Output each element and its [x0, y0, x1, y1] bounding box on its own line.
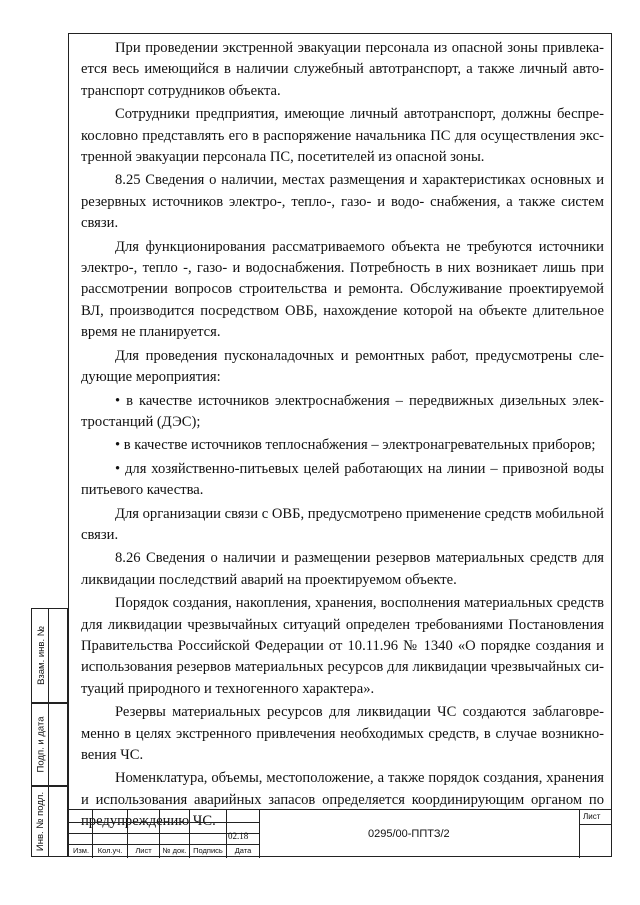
section-heading-8-26: 8.26 Сведения о наличии и размещении резервов материальных средств для ликвидации последствий аварий на проектируемом объекте.: [81, 550, 604, 588]
paragraph: Для организации связи с ОВБ, предусмотрено применение средств мобильной связи.: [81, 505, 604, 543]
stamp-header: Лист: [135, 846, 152, 855]
side-box-inv: [31, 786, 68, 857]
paragraph: Для проведения пусконаладочных и ремонтных работ, предусмотрены сле-дующие мероприятия:: [81, 347, 604, 386]
stamp-header: Изм.: [72, 846, 90, 855]
list-item: • в качестве источников теплоснабжения – электронагревательных приборов;: [115, 437, 596, 454]
paragraph: Резервы материальных ресурсов для ликвидации ЧС создаются заблаговре-менно в целях экстренного привлечения необходимых средств, в случае возникно-вения ЧС.: [81, 704, 604, 763]
side-box-vzam: [31, 608, 68, 703]
paragraph: Порядок создания, накопления, хранения, восполнения материальных средств для ликвидации чрезвычайных ситуаций определен требованиями Постановления Правительства Российской Федерации от 10.11.96 № 1340 «О порядке создания и использования резервов материальных ресурсов для ликвидации чрезвычайных си-туаций природного и техногенного характера».: [81, 595, 604, 697]
side-label-podp: Подп. и дата: [35, 716, 47, 773]
side-box-podp: [31, 703, 68, 786]
stamp-header: Дата: [234, 846, 252, 855]
document-body: [81, 38, 604, 835]
paragraph: Сотрудники предприятия, имеющие личный автотранспорт, должны беспре-кословно представлять его в распоряжение начальника ПС для осуществления экс-тренной эвакуации персонала ПС, посетителей из опасной зоны.: [81, 106, 604, 166]
paragraph: При проведении экстренной эвакуации персонала из опасной зоны привлека-ется весь имеющийся в наличии служебный автотранспорт, а также личный авто-транспорт сотрудников объекта.: [81, 40, 604, 99]
title-block: [68, 809, 612, 858]
stamp-header: Кол.уч.: [97, 846, 123, 855]
side-label-vzam: Взам. инв. №: [35, 626, 47, 685]
stamp-date: 02.18: [228, 831, 249, 841]
stamp-header: № док.: [162, 846, 187, 855]
stamp-header: Подпись: [193, 846, 223, 855]
side-label-inv: Инв. № подл.: [35, 791, 47, 852]
section-heading-8-25: 8.25 Сведения о наличии, местах размещения и характеристиках основных и резервных источников электро-, тепло-, газо- и водо- снабжения, а также систем связи.: [81, 172, 604, 232]
list-item: • в качестве источников электроснабжения – передвижных дизельных элек-тростанций (ДЭС);: [81, 392, 604, 430]
paragraph: Для функционирования рассматриваемого объекта не требуются источники электро-, тепло -, газо- и водоснабжения. Потребность в них возникает лишь при рассмотрении вопросов строительства и ремонта. Обслуживание проектируемой ВЛ, производится посредством ОВБ, нахождение которой на объекте длительное время не планируется.: [81, 238, 604, 341]
list-item: • для хозяйственно-питьевых целей работающих на линии – привозной воды питьевого качества.: [81, 460, 604, 499]
sheet-label: Лист: [583, 812, 601, 821]
document-code: 0295/00-ППТЗ/2: [368, 828, 450, 840]
paragraph: Номенклатура, объемы, местоположение, а также порядок создания, хранения и использования аварийных запасов определяется координирующим органом по предупреждению ЧС.: [81, 770, 604, 830]
